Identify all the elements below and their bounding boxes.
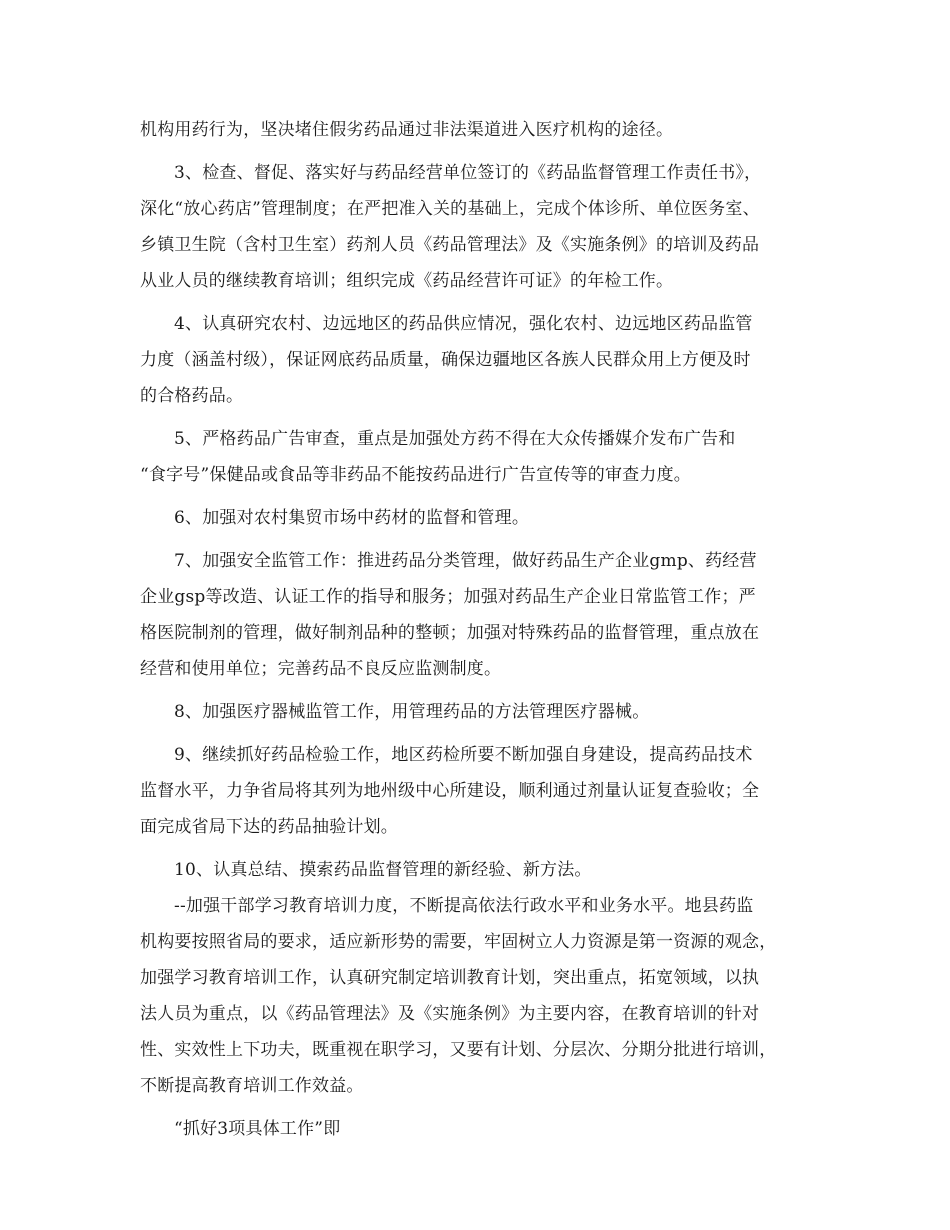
text-line: 的合格药品。 [140,386,244,406]
paragraph-item-8 [140,694,820,730]
text-line: 加强学习教育培训工作，认真研究制定培训教育计划，突出重点，拓宽领域，以执 [140,968,760,988]
text-line: 监督水平，力争省局将其列为地州级中心所建设，顺利通过剂量认证复查验收；全 [140,781,760,801]
paragraph-item-7 [140,543,820,687]
paragraph-item-9 [140,737,820,845]
text-line: 10、认真总结、摸索药品监督管理的新经验、新方法。 [174,860,592,880]
text-line: 企业gsp等改造、认证工作的指导和服务；加强对药品生产企业日常监管工作；严 [140,587,756,607]
paragraph-three-tasks [140,1111,820,1147]
text-line: 不断提高教育培训工作效益。 [140,1076,364,1096]
text-line: 机构要按照省局的要求，适应新形势的需要，牢固树立人力资源是第一资源的观念， [140,932,777,952]
paragraph-item-5 [140,421,820,493]
text-line: 经营和使用单位；完善药品不良反应监测制度。 [140,659,502,679]
text-line: 从业人员的继续教育培训；组织完成《药品经营许可证》的年检工作。 [140,271,674,291]
text-line: 8、加强医疗器械监管工作，用管理药品的方法管理医疗器械。 [174,702,650,722]
paragraph-item-4 [140,306,820,414]
text-line: 机构用药行为，坚决堵住假劣药品通过非法渠道进入医疗机构的途径。 [140,120,674,140]
text-line: 法人员为重点，以《药品管理法》及《实施条例》为主要内容，在教育培训的针对 [140,1004,760,1024]
text-line: --加强干部学习教育培训力度，不断提高依法行政水平和业务水平。地县药监 [174,896,754,916]
text-line: 5、严格药品广告审查，重点是加强处方药不得在大众传播媒介发布广告和 [174,429,736,449]
text-line: 力度（涵盖村级），保证网底药品质量，确保边疆地区各族人民群众用上方便及时 [140,350,751,370]
text-line: 7、加强安全监管工作：推进药品分类管理，做好药品生产企业gmp、药经营 [174,551,757,571]
text-line: “食字号”保健品或食品等非药品不能按药品进行广告宣传等的审查力度。 [140,465,691,485]
text-line: 4、认真研究农村、边远地区的药品供应情况，强化农村、边远地区药品监管 [174,314,753,334]
text-line: 6、加强对农村集贸市场中药材的监督和管理。 [174,508,530,528]
text-line: 格医院制剂的管理，做好制剂品种的整顿；加强对特殊药品的监督管理，重点放在 [140,623,760,643]
document-body [140,112,820,1147]
text-line: 性、实效性上下功夫，既重视在职学习，又要有计划、分层次、分期分批进行培训， [140,1040,777,1060]
text-line: 9、继续抓好药品检验工作，地区药检所要不断加强自身建设，提高药品技术 [174,745,753,765]
text-line: 乡镇卫生院（含村卫生室）药剂人员《药品管理法》及《实施条例》的培训及药品 [140,235,760,255]
paragraph-continuation [140,112,820,148]
text-line: 深化“放心药店”管理制度；在严把准入关的基础上，完成个体诊所、单位医务室、 [140,199,760,219]
paragraph-item-6 [140,500,820,536]
paragraph-item-10 [140,852,820,888]
text-line: 3、检查、督促、落实好与药品经营单位签订的《药品监督管理工作责任书》， [174,163,762,183]
paragraph-training [140,888,820,1104]
text-line: 面完成省局下达的药品抽验计划。 [140,817,398,837]
text-line: “抓好3项具体工作”即 [174,1119,341,1139]
paragraph-item-3 [140,155,820,299]
